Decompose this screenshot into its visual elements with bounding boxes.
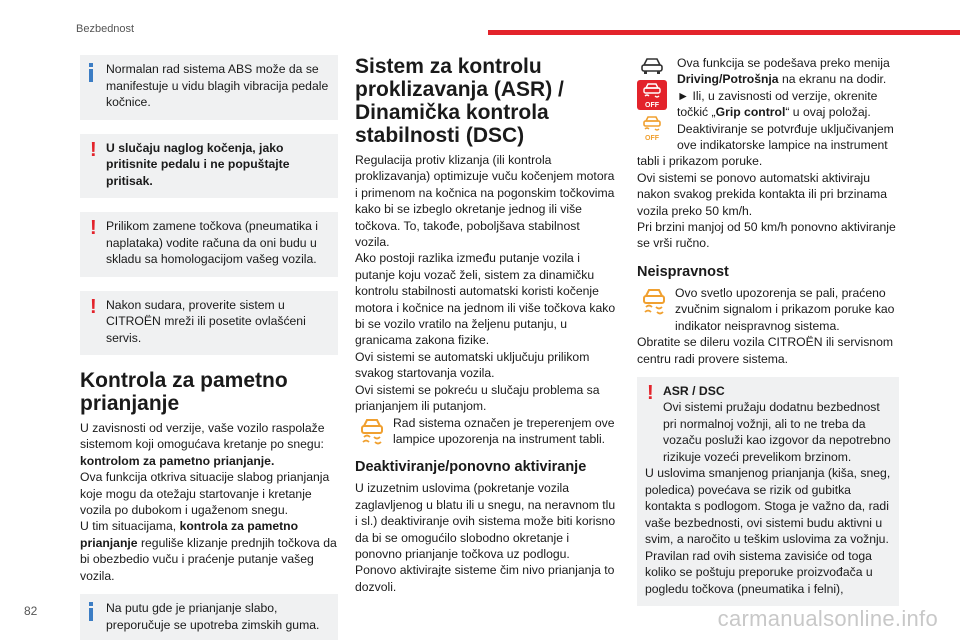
section-heading-grip-control: Kontrola za pametno prianjanje xyxy=(80,369,288,415)
warning-exclamation-icon: ! xyxy=(90,295,97,318)
body-paragraph: ► Ili, u zavisnosti od verzije, okrenite točkić „Grip control“ u ovaj položaj. xyxy=(677,88,878,120)
warning-text: U slučaju naglog kočenja, jako pritisnite pedalu i ne popuštajte pritisak. xyxy=(106,140,290,188)
warning-exclamation-icon: ! xyxy=(90,138,97,161)
body-paragraph: Ova funkcija otkriva situacije slabog prianjanja koje mogu da otežaju startovanje i kretanje vozila po dubokom i ugaženom snegu. xyxy=(80,470,330,518)
body-paragraph: Ako postoji razlika između putanje vozila i putanje koju vozač želi, sistem za dinamičku kontrolu stabilnosti automatski koristi kočenje motora i kočnice na jednom ili više točkova kako bi se vozilo vratilo na željenu putanju, u granicama zakona fizike. xyxy=(355,251,616,348)
esp-off-amber-lamp-icon xyxy=(637,113,667,143)
svg-text:OFF: OFF xyxy=(645,102,659,109)
note-text: Na putu gde je prianjanje slabo, preporučuje se upotreba zimskih guma. xyxy=(106,601,320,632)
body-paragraph: Ovi sistemi se ponovo automatski aktiviraju nakon svakog prekida kontakta ili pri brzinama vozila preko 50 km/h. xyxy=(637,170,887,218)
svg-text:OFF: OFF xyxy=(645,135,659,142)
box-title: ASR / DSC xyxy=(663,383,725,398)
running-header: Bezbednost xyxy=(76,23,135,35)
warning-note-wheels xyxy=(80,212,338,277)
info-note-abs xyxy=(80,55,338,120)
warning-text: Prilikom zamene točkova (pneumatika i naplataka) vodite računa da oni budu u skladu sa homologacijom vašeg vozila. xyxy=(106,219,319,266)
header-accent-bar xyxy=(488,30,960,35)
column-middle xyxy=(355,55,617,595)
esp-off-red-icon xyxy=(637,80,667,110)
settings-block xyxy=(637,55,899,170)
warning-text: Nakon sudara, proverite sistem u CITROËN mreži ili posetite ovlašćeni servis. xyxy=(106,297,306,345)
fault-lamp-row xyxy=(637,285,899,334)
warning-box-asr-dsc xyxy=(637,377,899,607)
column-left xyxy=(80,55,338,640)
body-paragraph: Deaktiviranje se potvrđuje uključivanjem ove indikatorske lampice na instrument tabli i prikazom poruke. xyxy=(637,121,894,169)
info-icon xyxy=(89,63,93,82)
body-paragraph: U zavisnosti od verzije, vaše vozilo raspolaže sistemom koji omogućava kretanje po snegu: kontrolom za pametno prianjanje. xyxy=(80,421,325,468)
body-paragraph: Ponovo aktivirajte sisteme čim nivo prianjanja to dozvoli. xyxy=(355,563,615,594)
skid-fault-lamp-icon xyxy=(637,285,671,315)
warning-exclamation-icon: ! xyxy=(647,381,654,404)
body-paragraph: Regulacija protiv klizanja (ili kontrola proklizavanja) optimizuje vuču kočenjem motora i primenom na kočnica na pogonskim točkovima kako bi se izbeglo okretanje jednog ili više točkova. To, takođe, poboljšava stabilnost vozila. xyxy=(355,153,615,250)
info-note-winter-tyres xyxy=(80,594,338,640)
car-settings-icon xyxy=(637,55,667,77)
subheading-malfunction: Neispravnost xyxy=(637,263,729,280)
box-text: Ovi sistemi pružaju dodatnu bezbednost pri normalnoj vožnji, ali to ne treba da vozaču posluži kao izgovor da nepotrebno rizikuje vozeći prevelikom brzinom. xyxy=(663,400,891,464)
lamp-description: Rad sistema označen je treperenjem ove lampice upozorenja na instrument tabli. xyxy=(393,415,615,446)
page-number: 82 xyxy=(24,604,38,618)
lamp-row xyxy=(355,415,617,448)
fault-description: Ovo svetlo upozorenja se pali, praćeno zvučnim signalom i prikazom poruke kao indikator neispravnog sistema. xyxy=(675,285,895,333)
section-heading-asr-dsc: Sistem za kontrolu proklizavanja (ASR) / Dinamička kontrola stabilnosti (DSC) xyxy=(355,55,564,147)
subheading-deactivation: Deaktiviranje/ponovno aktiviranje xyxy=(355,459,587,476)
skid-warning-lamp-icon xyxy=(355,415,389,445)
box-text: Pravilan rad ovih sistema zavisiće od toga koliko se poštuju preporuke proizvođača u pogledu točkova (pneumatika i felni), xyxy=(645,548,873,596)
body-paragraph: Ovi sistemi se automatski uključuju prilikom svakog startovanja vozila. xyxy=(355,349,590,381)
body-paragraph: Ova funkcija se podešava preko menija Driving/Potrošnja na ekranu na dodir. xyxy=(677,56,890,87)
info-icon xyxy=(89,602,93,621)
watermark: carmanualsonline.info xyxy=(717,606,938,631)
warning-note-braking xyxy=(80,134,338,199)
note-text: Normalan rad sistema ABS može da se manifestuje u vidu blagih vibracija pedale kočnice. xyxy=(106,62,329,109)
warning-note-collision xyxy=(80,291,338,356)
body-paragraph: Obratite se dileru vozila CITROËN ili servisnom centru radi provere sistema. xyxy=(637,335,894,366)
body-paragraph: U izuzetnim uslovima (pokretanje vozila zaglavljenog u blatu ili u snegu, na neravnom tlu i sl.) deaktiviranje ovih sistema može biti korisno da bi se omogućilo slobodno okretanje i ponovno prianjanje točkova uz podlogu. xyxy=(355,481,616,561)
warning-exclamation-icon: ! xyxy=(90,217,97,239)
icon-stack xyxy=(637,55,671,146)
body-paragraph: Pri brzini manjoj od 50 km/h ponovno aktiviranje se vrši ručno. xyxy=(637,220,896,251)
box-text: U uslovima smanjenog prianjanja (kiša, sneg, poledica) povećava se rizik od gubitka kontakta s podlogom. Stoga je važno da, radi vaše bezbednosti, ovi sistemi budu aktivni u svim, a naročito u teškim uslovima za vožnju. xyxy=(645,466,891,547)
column-right xyxy=(637,55,899,620)
body-paragraph: Ovi sistemi se pokreću u slučaju problema sa prianjanjem ili putanjom. xyxy=(355,382,600,414)
body-paragraph: U tim situacijama, kontrola za pametno prianjanje reguliše klizanje prednjih točkova da bi obezbedio vuču i praćenje putanje vašeg vozila. xyxy=(80,519,337,583)
